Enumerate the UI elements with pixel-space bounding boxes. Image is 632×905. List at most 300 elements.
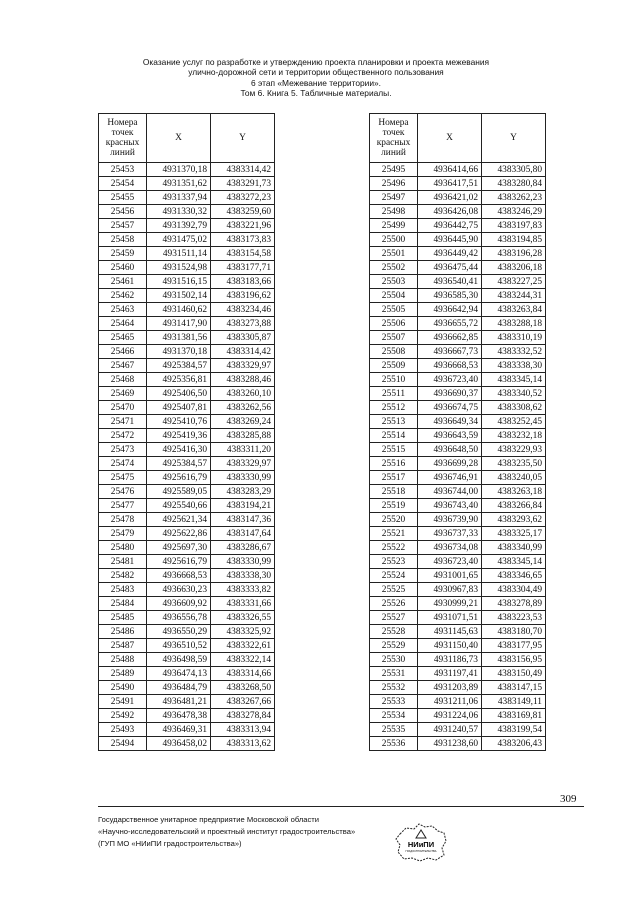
- y-coordinate-cell: 4383322,61: [211, 639, 275, 653]
- point-number-cell: 25505: [370, 303, 418, 317]
- y-coordinate-cell: 4383156,95: [482, 653, 546, 667]
- y-coordinate-cell: 4383325,92: [211, 625, 275, 639]
- y-coordinate-cell: 4383260,10: [211, 387, 275, 401]
- y-coordinate-cell: 4383263,18: [482, 485, 546, 499]
- y-coordinate-cell: 4383329,97: [211, 359, 275, 373]
- point-number-cell: 25474: [99, 457, 147, 471]
- y-coordinate-cell: 4383262,56: [211, 401, 275, 415]
- moscow-region-map-logo-icon: [392, 820, 450, 864]
- table-body-right: [370, 163, 546, 751]
- document-footer: [98, 814, 355, 850]
- point-number-cell: 25453: [99, 163, 147, 177]
- y-coordinate-cell: 4383338,30: [482, 359, 546, 373]
- x-coordinate-cell: 4925384,57: [147, 457, 211, 471]
- table-row: [370, 513, 546, 527]
- x-coordinate-cell: 4925384,57: [147, 359, 211, 373]
- point-number-cell: 25523: [370, 555, 418, 569]
- point-number-cell: 25469: [99, 387, 147, 401]
- point-number-cell: 25477: [99, 499, 147, 513]
- column-header-x: X: [418, 114, 482, 163]
- table-row: [370, 261, 546, 275]
- y-coordinate-cell: 4383180,70: [482, 625, 546, 639]
- point-number-cell: 25461: [99, 275, 147, 289]
- x-coordinate-cell: 4925616,79: [147, 555, 211, 569]
- point-number-cell: 25531: [370, 667, 418, 681]
- y-coordinate-cell: 4383331,66: [211, 597, 275, 611]
- point-number-cell: 25507: [370, 331, 418, 345]
- y-coordinate-cell: 4383330,99: [211, 555, 275, 569]
- table-row: [99, 233, 275, 247]
- y-coordinate-cell: 4383194,21: [211, 499, 275, 513]
- column-header-x: X: [147, 114, 211, 163]
- x-coordinate-cell: 4936469,31: [147, 723, 211, 737]
- y-coordinate-cell: 4383173,83: [211, 233, 275, 247]
- y-coordinate-cell: 4383235,50: [482, 457, 546, 471]
- y-coordinate-cell: 4383285,88: [211, 429, 275, 443]
- point-number-cell: 25462: [99, 289, 147, 303]
- point-number-cell: 25492: [99, 709, 147, 723]
- point-number-cell: 25468: [99, 373, 147, 387]
- table-row: [370, 541, 546, 555]
- x-coordinate-cell: 4925621,34: [147, 513, 211, 527]
- table-row: [99, 471, 275, 485]
- table-row: [99, 177, 275, 191]
- table-row: [99, 219, 275, 233]
- x-coordinate-cell: 4931511,14: [147, 247, 211, 261]
- x-coordinate-cell: 4931211,06: [418, 695, 482, 709]
- table-row: [370, 653, 546, 667]
- x-coordinate-cell: 4925407,81: [147, 401, 211, 415]
- x-coordinate-cell: 4936484,79: [147, 681, 211, 695]
- table-row: [370, 317, 546, 331]
- table-row: [370, 401, 546, 415]
- y-coordinate-cell: 4383177,95: [482, 639, 546, 653]
- y-coordinate-cell: 4383266,84: [482, 499, 546, 513]
- y-coordinate-cell: 4383272,23: [211, 191, 275, 205]
- x-coordinate-cell: 4931417,90: [147, 317, 211, 331]
- x-coordinate-cell: 4936458,02: [147, 737, 211, 751]
- point-number-cell: 25486: [99, 625, 147, 639]
- point-number-cell: 25478: [99, 513, 147, 527]
- y-coordinate-cell: 4383268,50: [211, 681, 275, 695]
- y-coordinate-cell: 4383310,19: [482, 331, 546, 345]
- table-row: [99, 443, 275, 457]
- point-number-cell: 25455: [99, 191, 147, 205]
- x-coordinate-cell: 4936662,85: [418, 331, 482, 345]
- point-number-cell: 25514: [370, 429, 418, 443]
- table-row: [99, 527, 275, 541]
- y-coordinate-cell: 4383340,52: [482, 387, 546, 401]
- x-coordinate-cell: 4925622,86: [147, 527, 211, 541]
- logo-text: НИиПИ: [407, 840, 435, 849]
- y-coordinate-cell: 4383244,31: [482, 289, 546, 303]
- point-number-cell: 25458: [99, 233, 147, 247]
- point-number-cell: 25482: [99, 569, 147, 583]
- y-coordinate-cell: 4383267,66: [211, 695, 275, 709]
- footer-divider: [98, 806, 584, 807]
- table-header-row: [99, 114, 275, 163]
- point-number-cell: 25509: [370, 359, 418, 373]
- x-coordinate-cell: 4936734,08: [418, 541, 482, 555]
- y-coordinate-cell: 4383313,62: [211, 737, 275, 751]
- x-coordinate-cell: 4925697,30: [147, 541, 211, 555]
- x-coordinate-cell: 4925416,30: [147, 443, 211, 457]
- point-number-cell: 25454: [99, 177, 147, 191]
- table-row: [99, 569, 275, 583]
- y-coordinate-cell: 4383280,84: [482, 177, 546, 191]
- x-coordinate-cell: 4931381,56: [147, 331, 211, 345]
- table-row: [99, 401, 275, 415]
- x-coordinate-cell: 4931392,79: [147, 219, 211, 233]
- table-row: [99, 555, 275, 569]
- x-coordinate-cell: 4931460,62: [147, 303, 211, 317]
- y-coordinate-cell: 4383262,23: [482, 191, 546, 205]
- table-row: [370, 429, 546, 443]
- point-number-cell: 25484: [99, 597, 147, 611]
- x-coordinate-cell: 4936414,66: [418, 163, 482, 177]
- table-row: [99, 317, 275, 331]
- table-row: [370, 345, 546, 359]
- point-number-cell: 25525: [370, 583, 418, 597]
- y-coordinate-cell: 4383278,84: [211, 709, 275, 723]
- y-coordinate-cell: 4383196,62: [211, 289, 275, 303]
- table-row: [370, 373, 546, 387]
- y-coordinate-cell: 4383206,43: [482, 737, 546, 751]
- point-number-cell: 25535: [370, 723, 418, 737]
- y-coordinate-cell: 4383196,28: [482, 247, 546, 261]
- y-coordinate-cell: 4383329,97: [211, 457, 275, 471]
- point-number-cell: 25494: [99, 737, 147, 751]
- header-line-1: Оказание услуг по разработке и утверждению проекта планировки и проекта межевания: [142, 57, 490, 67]
- table-row: [99, 723, 275, 737]
- point-number-cell: 25473: [99, 443, 147, 457]
- table-row: [370, 163, 546, 177]
- table-row: [99, 681, 275, 695]
- x-coordinate-cell: 4936445,90: [418, 233, 482, 247]
- table-row: [370, 443, 546, 457]
- y-coordinate-cell: 4383147,36: [211, 513, 275, 527]
- table-row: [99, 275, 275, 289]
- y-coordinate-cell: 4383147,64: [211, 527, 275, 541]
- table-row: [370, 303, 546, 317]
- point-number-cell: 25476: [99, 485, 147, 499]
- y-coordinate-cell: 4383269,24: [211, 415, 275, 429]
- y-coordinate-cell: 4383346,65: [482, 569, 546, 583]
- table-row: [370, 289, 546, 303]
- x-coordinate-cell: 4931145,63: [418, 625, 482, 639]
- point-number-cell: 25472: [99, 429, 147, 443]
- x-coordinate-cell: 4936643,59: [418, 429, 482, 443]
- point-number-cell: 25503: [370, 275, 418, 289]
- point-number-cell: 25536: [370, 737, 418, 751]
- x-coordinate-cell: 4931150,40: [418, 639, 482, 653]
- y-coordinate-cell: 4383199,54: [482, 723, 546, 737]
- point-number-cell: 25493: [99, 723, 147, 737]
- x-coordinate-cell: 4931238,60: [418, 737, 482, 751]
- x-coordinate-cell: 4936475,44: [418, 261, 482, 275]
- point-number-cell: 25490: [99, 681, 147, 695]
- point-number-cell: 25513: [370, 415, 418, 429]
- y-coordinate-cell: 4383246,29: [482, 205, 546, 219]
- point-number-cell: 25467: [99, 359, 147, 373]
- table-row: [99, 513, 275, 527]
- table-row: [370, 219, 546, 233]
- y-coordinate-cell: 4383293,62: [482, 513, 546, 527]
- point-number-cell: 25506: [370, 317, 418, 331]
- table-row: [370, 737, 546, 751]
- table-row: [99, 191, 275, 205]
- point-number-cell: 25518: [370, 485, 418, 499]
- table-row: [99, 737, 275, 751]
- table-row: [99, 583, 275, 597]
- point-number-cell: 25475: [99, 471, 147, 485]
- table-row: [99, 457, 275, 471]
- point-number-cell: 25457: [99, 219, 147, 233]
- table-row: [370, 191, 546, 205]
- point-number-cell: 25504: [370, 289, 418, 303]
- table-row: [99, 667, 275, 681]
- header-line-2: улично-дорожной сети и территории общественного пользования: [188, 67, 444, 78]
- x-coordinate-cell: 4936723,40: [418, 373, 482, 387]
- x-coordinate-cell: 4931197,41: [418, 667, 482, 681]
- point-number-cell: 25517: [370, 471, 418, 485]
- x-coordinate-cell: 4936630,23: [147, 583, 211, 597]
- table-row: [99, 695, 275, 709]
- table-row: [99, 331, 275, 345]
- x-coordinate-cell: 4936655,72: [418, 317, 482, 331]
- y-coordinate-cell: 4383325,17: [482, 527, 546, 541]
- table-row: [99, 625, 275, 639]
- x-coordinate-cell: 4936474,13: [147, 667, 211, 681]
- x-coordinate-cell: 4931240,57: [418, 723, 482, 737]
- x-coordinate-cell: 4936556,78: [147, 611, 211, 625]
- point-number-cell: 25533: [370, 695, 418, 709]
- point-number-cell: 25534: [370, 709, 418, 723]
- x-coordinate-cell: 4931351,62: [147, 177, 211, 191]
- x-coordinate-cell: 4931330,32: [147, 205, 211, 219]
- point-number-cell: 25481: [99, 555, 147, 569]
- table-row: [370, 457, 546, 471]
- y-coordinate-cell: 4383234,46: [211, 303, 275, 317]
- table-row: [99, 303, 275, 317]
- x-coordinate-cell: 4936585,30: [418, 289, 482, 303]
- x-coordinate-cell: 4931186,73: [418, 653, 482, 667]
- table-row: [99, 415, 275, 429]
- x-coordinate-cell: 4936648,50: [418, 443, 482, 457]
- y-coordinate-cell: 4383345,14: [482, 555, 546, 569]
- table-row: [99, 485, 275, 499]
- point-number-cell: 25480: [99, 541, 147, 555]
- table-row: [370, 177, 546, 191]
- table-row: [99, 653, 275, 667]
- x-coordinate-cell: 4936743,40: [418, 499, 482, 513]
- x-coordinate-cell: 4925589,05: [147, 485, 211, 499]
- point-number-cell: 25459: [99, 247, 147, 261]
- table-body-left: [99, 163, 275, 751]
- x-coordinate-cell: 4931370,18: [147, 163, 211, 177]
- y-coordinate-cell: 4383345,14: [482, 373, 546, 387]
- y-coordinate-cell: 4383149,11: [482, 695, 546, 709]
- point-number-cell: 25528: [370, 625, 418, 639]
- table-row: [99, 429, 275, 443]
- y-coordinate-cell: 4383304,49: [482, 583, 546, 597]
- table-row: [99, 709, 275, 723]
- point-number-cell: 25529: [370, 639, 418, 653]
- table-row: [99, 499, 275, 513]
- y-coordinate-cell: 4383305,87: [211, 331, 275, 345]
- y-coordinate-cell: 4383340,99: [482, 541, 546, 555]
- y-coordinate-cell: 4383314,42: [211, 345, 275, 359]
- y-coordinate-cell: 4383326,55: [211, 611, 275, 625]
- x-coordinate-cell: 4936449,42: [418, 247, 482, 261]
- point-number-cell: 25483: [99, 583, 147, 597]
- point-number-cell: 25491: [99, 695, 147, 709]
- x-coordinate-cell: 4931337,94: [147, 191, 211, 205]
- table-row: [370, 527, 546, 541]
- logo-emblem: [416, 830, 426, 838]
- point-number-cell: 25497: [370, 191, 418, 205]
- x-coordinate-cell: 4936744,00: [418, 485, 482, 499]
- x-coordinate-cell: 4936540,41: [418, 275, 482, 289]
- table-row: [99, 387, 275, 401]
- table-row: [370, 583, 546, 597]
- header-line-3: 6 этап «Межевание территории».: [251, 77, 381, 88]
- x-coordinate-cell: 4936746,91: [418, 471, 482, 485]
- point-number-cell: 25527: [370, 611, 418, 625]
- table-row: [370, 681, 546, 695]
- table-row: [99, 611, 275, 625]
- point-number-cell: 25510: [370, 373, 418, 387]
- x-coordinate-cell: 4936667,73: [418, 345, 482, 359]
- y-coordinate-cell: 4383308,62: [482, 401, 546, 415]
- x-coordinate-cell: 4931001,65: [418, 569, 482, 583]
- x-coordinate-cell: 4930967,83: [418, 583, 482, 597]
- y-coordinate-cell: 4383221,96: [211, 219, 275, 233]
- y-coordinate-cell: 4383332,52: [482, 345, 546, 359]
- y-coordinate-cell: 4383283,29: [211, 485, 275, 499]
- point-number-cell: 25470: [99, 401, 147, 415]
- x-coordinate-cell: 4936674,75: [418, 401, 482, 415]
- y-coordinate-cell: 4383252,45: [482, 415, 546, 429]
- footer-line-2: «Научно-исследовательский и проектный институт градостроительства»: [98, 827, 356, 836]
- point-number-cell: 25460: [99, 261, 147, 275]
- x-coordinate-cell: 4931516,15: [147, 275, 211, 289]
- y-coordinate-cell: 4383333,82: [211, 583, 275, 597]
- x-coordinate-cell: 4936510,52: [147, 639, 211, 653]
- x-coordinate-cell: 4936426,08: [418, 205, 482, 219]
- x-coordinate-cell: 4925540,66: [147, 499, 211, 513]
- point-number-cell: 25515: [370, 443, 418, 457]
- table-row: [370, 611, 546, 625]
- point-number-cell: 25520: [370, 513, 418, 527]
- x-coordinate-cell: 4936442,75: [418, 219, 482, 233]
- y-coordinate-cell: 4383338,30: [211, 569, 275, 583]
- x-coordinate-cell: 4936550,29: [147, 625, 211, 639]
- x-coordinate-cell: 4936498,59: [147, 653, 211, 667]
- y-coordinate-cell: 4383232,18: [482, 429, 546, 443]
- y-coordinate-cell: 4383305,80: [482, 163, 546, 177]
- table-row: [370, 695, 546, 709]
- y-coordinate-cell: 4383313,94: [211, 723, 275, 737]
- y-coordinate-cell: 4383206,18: [482, 261, 546, 275]
- y-coordinate-cell: 4383229,93: [482, 443, 546, 457]
- x-coordinate-cell: 4931524,98: [147, 261, 211, 275]
- table-row: [370, 247, 546, 261]
- logo-subtext: ГРАДОСТРОИТЕЛЬСТВА: [405, 850, 437, 853]
- table-row: [370, 485, 546, 499]
- column-header-y: Y: [211, 114, 275, 163]
- point-number-cell: 25487: [99, 639, 147, 653]
- y-coordinate-cell: 4383314,66: [211, 667, 275, 681]
- x-coordinate-cell: 4936739,90: [418, 513, 482, 527]
- point-number-cell: 25489: [99, 667, 147, 681]
- table-row: [370, 499, 546, 513]
- y-coordinate-cell: 4383263,84: [482, 303, 546, 317]
- y-coordinate-cell: 4383147,15: [482, 681, 546, 695]
- footer-line-3: (ГУП МО «НИиПИ градостроительства»): [98, 839, 242, 848]
- table-row: [370, 331, 546, 345]
- table-row: [370, 667, 546, 681]
- point-number-cell: 25466: [99, 345, 147, 359]
- column-header-y: Y: [482, 114, 546, 163]
- y-coordinate-cell: 4383322,14: [211, 653, 275, 667]
- y-coordinate-cell: 4383177,71: [211, 261, 275, 275]
- point-number-cell: 25516: [370, 457, 418, 471]
- table-row: [99, 597, 275, 611]
- column-header-point-number: Номера точек красных линий: [370, 114, 418, 163]
- y-coordinate-cell: 4383194,85: [482, 233, 546, 247]
- x-coordinate-cell: 4925419,36: [147, 429, 211, 443]
- y-coordinate-cell: 4383286,67: [211, 541, 275, 555]
- x-coordinate-cell: 4936668,53: [147, 569, 211, 583]
- table-row: [370, 569, 546, 583]
- point-number-cell: 25502: [370, 261, 418, 275]
- point-number-cell: 25456: [99, 205, 147, 219]
- x-coordinate-cell: 4936668,53: [418, 359, 482, 373]
- table-row: [370, 625, 546, 639]
- x-coordinate-cell: 4931071,51: [418, 611, 482, 625]
- point-number-cell: 25485: [99, 611, 147, 625]
- footer-line-1: Государственное унитарное предприятие Московской области: [98, 815, 320, 824]
- table-header-row: [370, 114, 546, 163]
- point-number-cell: 25496: [370, 177, 418, 191]
- x-coordinate-cell: 4936642,94: [418, 303, 482, 317]
- y-coordinate-cell: 4383288,18: [482, 317, 546, 331]
- table-row: [99, 289, 275, 303]
- y-coordinate-cell: 4383227,25: [482, 275, 546, 289]
- table-row: [370, 709, 546, 723]
- point-number-cell: 25495: [370, 163, 418, 177]
- table-row: [99, 205, 275, 219]
- point-number-cell: 25479: [99, 527, 147, 541]
- x-coordinate-cell: 4936699,28: [418, 457, 482, 471]
- header-line-4: Том 6. Книга 5. Табличные материалы.: [240, 88, 392, 99]
- table-row: [99, 541, 275, 555]
- x-coordinate-cell: 4931203,89: [418, 681, 482, 695]
- y-coordinate-cell: 4383197,83: [482, 219, 546, 233]
- y-coordinate-cell: 4383311,20: [211, 443, 275, 457]
- point-number-cell: 25521: [370, 527, 418, 541]
- y-coordinate-cell: 4383259,60: [211, 205, 275, 219]
- column-header-point-number: Номера точек красных линий: [99, 114, 147, 163]
- y-coordinate-cell: 4383240,05: [482, 471, 546, 485]
- x-coordinate-cell: 4931502,14: [147, 289, 211, 303]
- table-row: [370, 233, 546, 247]
- table-row: [99, 359, 275, 373]
- point-number-cell: 25500: [370, 233, 418, 247]
- y-coordinate-cell: 4383288,46: [211, 373, 275, 387]
- x-coordinate-cell: 4925356,81: [147, 373, 211, 387]
